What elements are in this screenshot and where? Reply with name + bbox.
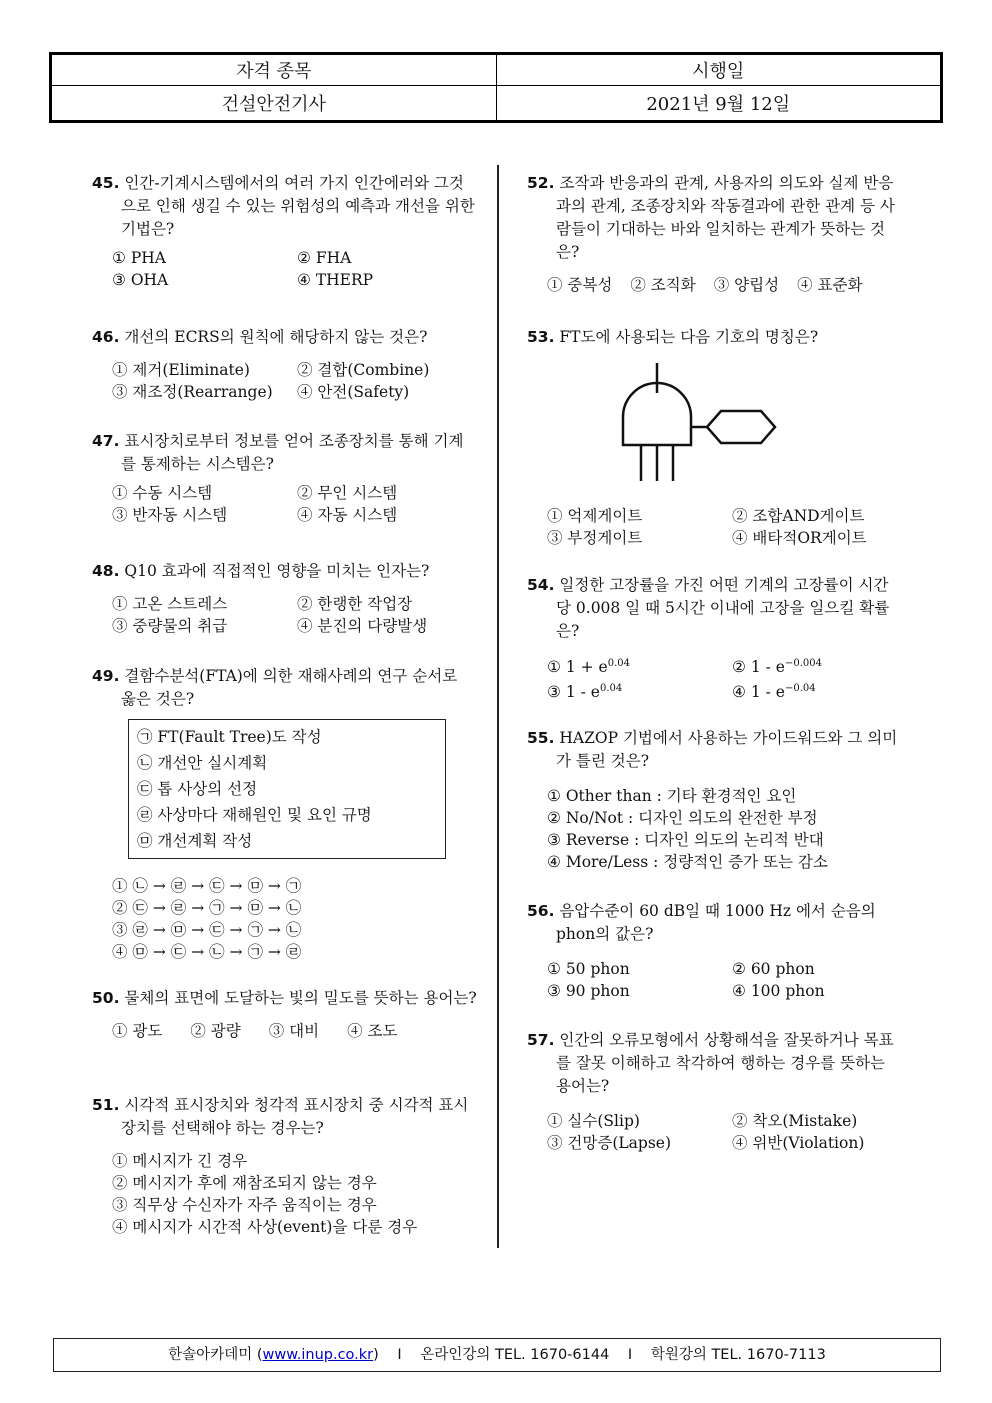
question-48 xyxy=(92,560,477,637)
options xyxy=(92,1150,477,1238)
question-number: 50. xyxy=(92,989,120,1007)
option-3[interactable]: ③ 반자동 시스템 xyxy=(112,506,228,524)
option-2[interactable]: ② 60 phon xyxy=(732,960,815,978)
footer-separator: I xyxy=(397,1347,402,1363)
option-1[interactable]: ① Other than : 기타 환경적인 요인 xyxy=(547,787,797,805)
option-3[interactable]: ③ 중량물의 취급 xyxy=(112,617,228,635)
question-number: 46. xyxy=(92,328,120,346)
question-53 xyxy=(527,326,902,549)
question-number: 49. xyxy=(92,667,120,685)
question-text: 표시장치로부터 정보를 얻어 조종장치를 통해 기계를 통제하는 시스템은? xyxy=(121,432,464,473)
option-2[interactable]: ② FHA xyxy=(297,249,352,267)
option-4[interactable]: ④ 자동 시스템 xyxy=(297,506,398,524)
option-3[interactable]: ③ 대비 xyxy=(268,1022,320,1040)
option-4[interactable]: ④ 안전(Safety) xyxy=(297,383,410,401)
option-2[interactable]: ② 무인 시스템 xyxy=(297,484,398,502)
header-col2-value: 2021년 9월 12일 xyxy=(496,86,941,121)
question-number: 51. xyxy=(92,1096,120,1114)
option-4[interactable]: ④ $1 - e^{-0.04}$ xyxy=(732,683,816,702)
question-text: FT도에 사용되는 다음 기호의 명칭은? xyxy=(559,328,819,346)
box-item-4: ㉣ 사상마다 재해원인 및 요인 규명 xyxy=(137,806,372,824)
ft-symbol-figure xyxy=(615,363,902,497)
options xyxy=(527,785,902,873)
footer-website-link[interactable]: www.inup.co.kr xyxy=(262,1347,374,1363)
question-text: Q10 효과에 직접적인 영향을 미치는 인자는? xyxy=(124,562,430,580)
footer-separator: I xyxy=(627,1347,633,1363)
question-50 xyxy=(92,987,477,1042)
option-3[interactable]: ③ $1 - e^{0.04}$ xyxy=(547,683,623,702)
option-3[interactable]: ③ ㉣ → ㉤ → ㉢ → ㉠ → ㉡ xyxy=(112,921,302,939)
option-4[interactable]: ④ THERP xyxy=(297,271,374,289)
options xyxy=(527,958,902,1002)
question-text: 결함수분석(FTA)에 의한 재해사례의 연구 순서로 옳은 것은? xyxy=(121,667,458,708)
box-item-2: ㉡ 개선안 실시계획 xyxy=(137,754,268,772)
sequence-box xyxy=(128,719,446,859)
option-3[interactable]: ③ 직무상 수신자가 자주 움직이는 경우 xyxy=(112,1196,377,1214)
option-4[interactable]: ④ 메시지가 시간적 사상(event)을 다룬 경우 xyxy=(112,1218,418,1236)
option-3[interactable]: ③ OHA xyxy=(112,271,169,289)
option-3[interactable]: ③ 부정게이트 xyxy=(547,529,643,547)
options xyxy=(92,359,477,403)
options xyxy=(527,505,902,549)
option-3[interactable]: ③ Reverse : 디자인 의도의 논리적 반대 xyxy=(547,831,824,849)
question-text: 시각적 표시장치와 청각적 표시장치 중 시각적 표시장치를 선택해야 하는 경우는? xyxy=(121,1096,469,1137)
question-text: 조작과 반응과의 관계, 사용자의 의도와 실제 반응과의 관계, 조종장치와 작동결과에 관한 관계 등 사람들이 기대하는 바와 일치하는 관계가 뜻하는 것은? xyxy=(556,174,895,261)
option-1[interactable]: ① 50 phon xyxy=(547,960,630,978)
option-2[interactable]: ② 한랭한 작업장 xyxy=(297,595,413,613)
footer-online-tel: 온라인강의 TEL. 1670-6144 xyxy=(420,1347,610,1363)
header-col2-label: 시행일 xyxy=(496,55,941,86)
box-item-5: ㉤ 개선계획 작성 xyxy=(137,832,253,850)
option-2[interactable]: ② 메시지가 후에 재참조되지 않는 경우 xyxy=(112,1174,377,1192)
question-text: 인간-기계시스템에서의 여러 가지 인간에러와 그것으로 인해 생길 수 있는 위험성의 예측과 개선을 위한 기법은? xyxy=(121,174,475,238)
question-54 xyxy=(527,574,902,703)
question-text: 음압수준이 60 dB일 때 1000 Hz 에서 순음의 phon의 값은? xyxy=(556,902,876,943)
option-1[interactable]: ① 메시지가 긴 경우 xyxy=(112,1152,248,1170)
question-text: 인간의 오류모형에서 상황해석을 잘못하거나 목표를 잘못 이해하고 착각하여 행하는 경우를 뜻하는 용어는? xyxy=(556,1031,894,1095)
question-52 xyxy=(527,172,902,296)
question-number: 55. xyxy=(527,729,555,747)
option-3[interactable]: ③ 건망증(Lapse) xyxy=(547,1134,672,1152)
footer-academy-name: 한솔아카데미 xyxy=(168,1347,253,1363)
option-3[interactable]: ③ 재조정(Rearrange) xyxy=(112,383,273,401)
option-1[interactable]: ① 고온 스트레스 xyxy=(112,595,228,613)
option-1[interactable]: ① 중복성 xyxy=(547,276,613,294)
options xyxy=(527,274,902,296)
option-1[interactable]: ① ㉡ → ㉣ → ㉢ → ㉤ → ㉠ xyxy=(112,877,302,895)
question-number: 47. xyxy=(92,432,120,450)
option-1[interactable]: ① PHA xyxy=(112,249,166,267)
option-4[interactable]: ④ More/Less : 정량적인 증가 또는 감소 xyxy=(547,853,828,871)
option-2[interactable]: ② No/Not : 디자인 의도의 완전한 부정 xyxy=(547,809,818,827)
options xyxy=(92,875,477,963)
option-2[interactable]: ② 결합(Combine) xyxy=(297,361,430,379)
box-item-3: ㉢ 톱 사상의 선정 xyxy=(137,780,258,798)
option-2[interactable]: ② 착오(Mistake) xyxy=(732,1112,858,1130)
option-1[interactable]: ① 제거(Eliminate) xyxy=(112,361,250,379)
options xyxy=(92,247,477,291)
option-1[interactable]: ① 억제게이트 xyxy=(547,507,643,525)
options xyxy=(92,593,477,637)
question-text: 물체의 표면에 도달하는 빛의 밀도를 뜻하는 용어는? xyxy=(124,989,477,1007)
question-51 xyxy=(92,1094,477,1238)
option-4[interactable]: ④ 표준화 xyxy=(797,276,863,294)
options xyxy=(92,482,477,526)
question-57 xyxy=(527,1029,902,1154)
option-4[interactable]: ④ 조도 xyxy=(347,1022,398,1040)
box-item-1: ㉠ FT(Fault Tree)도 작성 xyxy=(137,728,322,746)
options xyxy=(527,653,902,703)
header-col1-value: 건설안전기사 xyxy=(52,86,497,121)
option-2[interactable]: ② 광량 xyxy=(190,1022,241,1040)
option-2[interactable]: ② ㉢ → ㉣ → ㉠ → ㉤ → ㉡ xyxy=(112,899,302,917)
option-4[interactable]: ④ ㉤ → ㉢ → ㉡ → ㉠ → ㉣ xyxy=(112,943,302,961)
question-number: 52. xyxy=(527,174,555,192)
question-46 xyxy=(92,326,477,403)
option-3[interactable]: ③ 90 phon xyxy=(547,982,630,1000)
option-2[interactable]: ② 조합AND게이트 xyxy=(732,507,865,525)
footer: 한솔아카데미 (www.inup.co.kr) I 온라인강의 TEL. 1670-6144 I 학원강의 TEL. 1670-7113 xyxy=(53,1338,941,1372)
question-45 xyxy=(92,172,477,291)
question-number: 53. xyxy=(527,328,555,346)
option-2[interactable]: ② $1 - e^{-0.004}$ xyxy=(732,658,822,677)
question-49 xyxy=(92,665,477,963)
options xyxy=(92,1020,477,1042)
options xyxy=(527,1110,902,1154)
option-1[interactable]: ① 광도 xyxy=(112,1022,163,1040)
question-number: 48. xyxy=(92,562,120,580)
option-1[interactable]: ① $1 + e^{0.04}$ xyxy=(547,658,630,677)
question-text: 개선의 ECRS의 원칙에 해당하지 않는 것은? xyxy=(124,328,428,346)
option-4[interactable]: ④ 위반(Violation) xyxy=(732,1134,865,1152)
question-number: 54. xyxy=(527,576,555,594)
exam-header xyxy=(49,52,943,123)
header-col1-label: 자격 종목 xyxy=(52,55,497,86)
option-4[interactable]: ④ 100 phon xyxy=(732,982,825,1000)
option-4[interactable]: ④ 배타적OR게이트 xyxy=(732,529,867,547)
question-number: 57. xyxy=(527,1031,555,1049)
option-1[interactable]: ① 실수(Slip) xyxy=(547,1112,640,1130)
option-4[interactable]: ④ 분진의 다량발생 xyxy=(297,617,428,635)
inhibit-gate-icon xyxy=(615,363,785,493)
question-56 xyxy=(527,900,902,1002)
question-text: HAZOP 기법에서 사용하는 가이드워드와 그 의미가 틀린 것은? xyxy=(556,729,898,770)
question-47 xyxy=(92,430,477,526)
option-2[interactable]: ② 조직화 xyxy=(630,276,696,294)
footer-academy-tel: 학원강의 TEL. 1670-7113 xyxy=(650,1347,826,1363)
option-3[interactable]: ③ 양립성 xyxy=(713,276,780,294)
option-1[interactable]: ① 수동 시스템 xyxy=(112,484,213,502)
question-55 xyxy=(527,727,902,873)
question-text: 일정한 고장률을 가진 어떤 기계의 고장률이 시간당 0.008 일 때 5시간 이내에 고장을 일으킬 확률은? xyxy=(556,576,890,640)
column-divider xyxy=(497,165,499,1248)
question-number: 45. xyxy=(92,174,120,192)
question-number: 56. xyxy=(527,902,555,920)
